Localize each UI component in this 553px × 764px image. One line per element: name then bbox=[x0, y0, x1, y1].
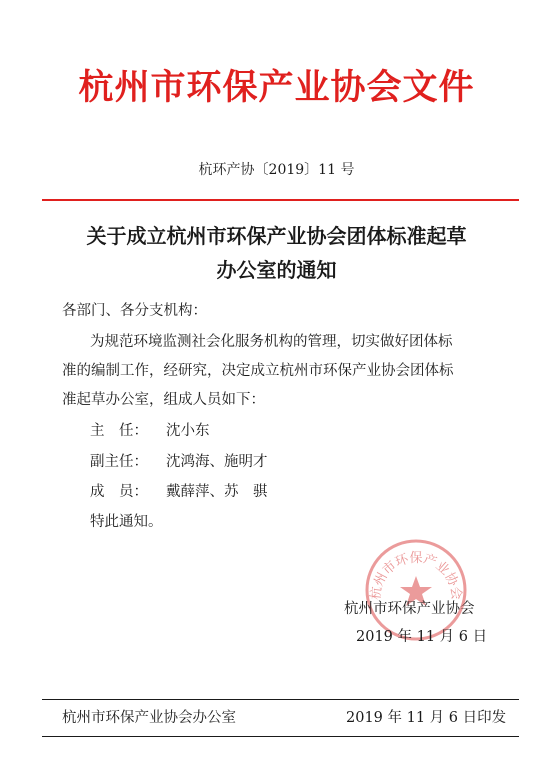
member-role: 副主任： bbox=[90, 454, 148, 470]
footer-issued-date: 2019 年 11 月 6 日印发 bbox=[346, 710, 507, 726]
member-names: 沈鸿海、施明才 bbox=[166, 454, 268, 470]
footer-issuer: 杭州市环保产业协会办公室 bbox=[62, 710, 236, 726]
closing-line: 特此通知。 bbox=[90, 514, 163, 530]
paragraph-line: 准起草办公室，组成人员如下： bbox=[62, 392, 265, 408]
notice-title-line-1: 关于成立杭州市环保产业协会团体标准起草 bbox=[86, 224, 467, 248]
member-role: 成 员： bbox=[90, 484, 148, 500]
notice-title-line-2: 办公室的通知 bbox=[216, 258, 337, 282]
member-role: 主 任： bbox=[90, 423, 148, 439]
footer-divider-bottom bbox=[42, 736, 519, 737]
member-names: 戴薛萍、苏 骐 bbox=[166, 484, 268, 500]
paragraph-line: 为规范环境监测社会化服务机构的管理，切实做好团体标 bbox=[90, 334, 453, 350]
salutation: 各部门、各分支机构： bbox=[62, 303, 207, 319]
member-names: 沈小东 bbox=[166, 423, 210, 439]
header-red-divider bbox=[42, 199, 519, 201]
document-header-title: 杭州市环保产业协会文件 bbox=[78, 68, 475, 108]
signature-organization: 杭州市环保产业协会 bbox=[344, 601, 475, 617]
paragraph-line: 准的编制工作，经研究，决定成立杭州市环保产业协会团体标 bbox=[62, 363, 454, 379]
svg-text:杭州市环保产业协会: 杭州市环保产业协会 bbox=[368, 551, 464, 601]
footer-divider-top bbox=[42, 699, 519, 700]
signature-date: 2019 年 11 月 6 日 bbox=[356, 629, 488, 645]
document-number: 杭环产协〔2019〕11 号 bbox=[198, 162, 355, 178]
